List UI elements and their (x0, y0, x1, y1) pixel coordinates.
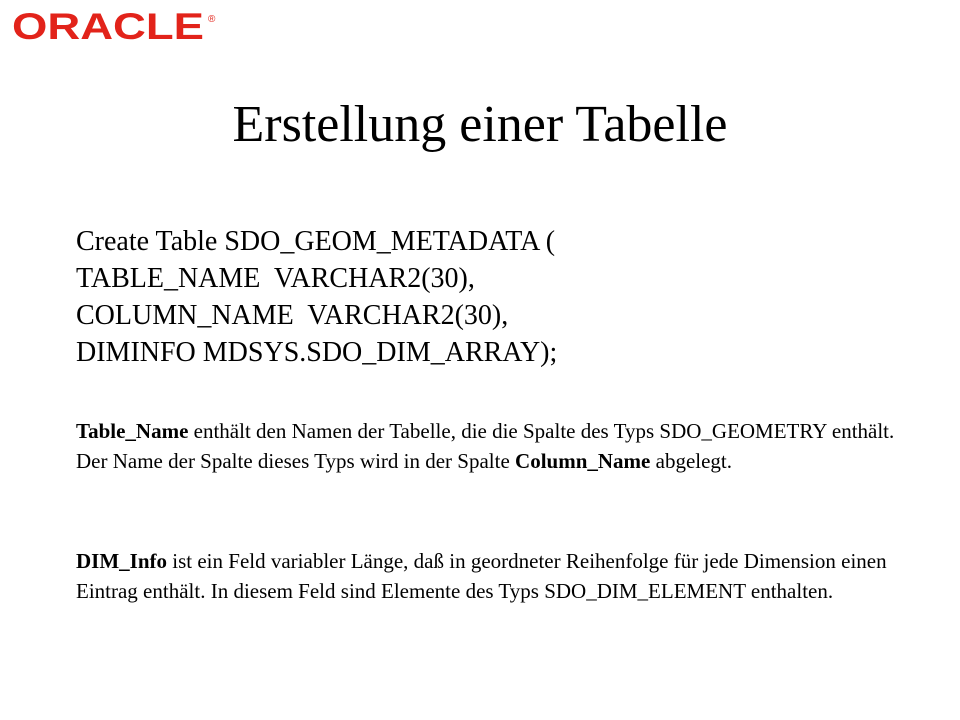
code-line: TABLE_NAME VARCHAR2(30), (76, 263, 475, 294)
paragraph-text: abgelegt. (650, 449, 733, 473)
paragraph-text: enthält den Namen der Tabelle, die die Spalte des Typs SDO_GEOMETRY enthält. Der Name der Spalte dieses Typs wird in der Spalte (76, 419, 895, 473)
paragraph-text: ist ein Feld variabler Länge, daß in geordneter Reihenfolge für jede Dimension einen Eintrag enthält. In diesem Feld sind Elemente des Typs SDO_DIM_ELEMENT enthalten. (76, 549, 887, 603)
term-column-name: Column_Name (515, 449, 651, 473)
table-name-paragraph (76, 416, 916, 476)
oracle-logo-svg (12, 8, 222, 44)
oracle-logo-text: ORACLE (12, 8, 204, 44)
registered-mark: ® (208, 14, 216, 25)
sql-code-block (76, 223, 557, 371)
term-table-name: Table_Name (76, 419, 189, 443)
code-line: DIMINFO MDSYS.SDO_DIM_ARRAY); (76, 337, 558, 368)
code-line: COLUMN_NAME VARCHAR2(30), (76, 300, 509, 331)
slide-title: Erstellung einer Tabelle (232, 96, 728, 153)
code-line: Create Table SDO_GEOM_METADATA ( (76, 226, 556, 257)
oracle-logo (12, 8, 222, 44)
term-dim-info: DIM_Info (76, 549, 168, 573)
dim-info-paragraph (76, 546, 916, 606)
